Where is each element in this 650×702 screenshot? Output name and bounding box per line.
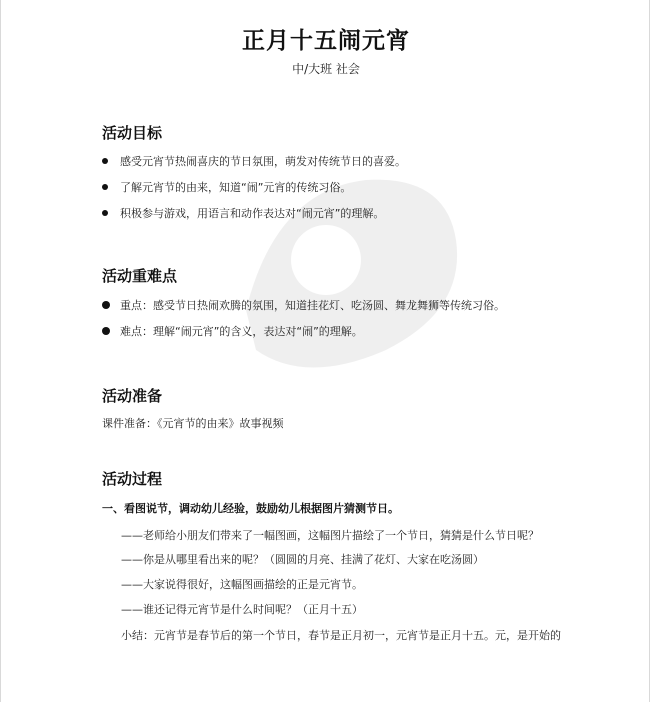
- goal-item-text: 积极参与游戏，用语言和动作表达对“闹元宵”的理解。: [120, 207, 385, 220]
- preparation-text: 课件准备：《元宵节的由来》故事视频: [102, 417, 284, 430]
- bullet-icon: [102, 327, 110, 335]
- bullet-icon: [102, 184, 108, 190]
- process-heading: 活动过程: [102, 470, 163, 488]
- process-step-title: 一、看图说节，调动幼儿经验，鼓励幼儿根据图片猜测节日。: [102, 502, 399, 515]
- goal-item-text: 感受元宵节热闹喜庆的节日氛围，萌发对传统节日的喜爱。: [120, 155, 406, 168]
- goals-heading: 活动目标: [102, 124, 163, 142]
- goal-item: [102, 153, 406, 169]
- bullet-icon: [102, 301, 110, 309]
- bullet-icon: [102, 210, 108, 216]
- bullet-icon: [102, 158, 108, 164]
- key-point-item-text: 难点：理解“闹元宵”的含义，表达对“闹”的理解。: [120, 325, 363, 338]
- preparation-heading: 活动准备: [102, 387, 163, 405]
- process-line: ——谁还记得元宵节是什么时间呢？（正月十五）: [121, 603, 363, 616]
- goal-item: [102, 179, 351, 195]
- key-point-item: [102, 323, 363, 339]
- document-subtitle: 中/大班 社会: [292, 62, 360, 76]
- key-point-item: [102, 297, 505, 313]
- process-summary: 小结：元宵节是春节后的第一个节日，春节是正月初一，元宵节是正月十五。元，是开始的: [121, 629, 561, 642]
- key-point-item-text: 重点：感受节日热闹欢腾的氛围，知道挂花灯、吃汤圆、舞龙舞狮等传统习俗。: [120, 299, 505, 312]
- document-title: 正月十五闹元宵: [242, 28, 410, 54]
- process-line: ——老师给小朋友们带来了一幅图画，这幅图片描绘了一个节日，猜猜是什么节日呢？: [121, 529, 539, 542]
- process-line: ——你是从哪里看出来的呢？（圆圆的月亮、挂满了花灯、大家在吃汤圆）: [121, 553, 484, 566]
- process-line: ——大家说得很好，这幅图画描绘的正是元宵节。: [121, 578, 363, 591]
- key-points-heading: 活动重难点: [102, 267, 178, 285]
- goal-item-text: 了解元宵节的由来，知道“闹”元宵的传统习俗。: [120, 181, 352, 194]
- goal-item: [102, 205, 384, 221]
